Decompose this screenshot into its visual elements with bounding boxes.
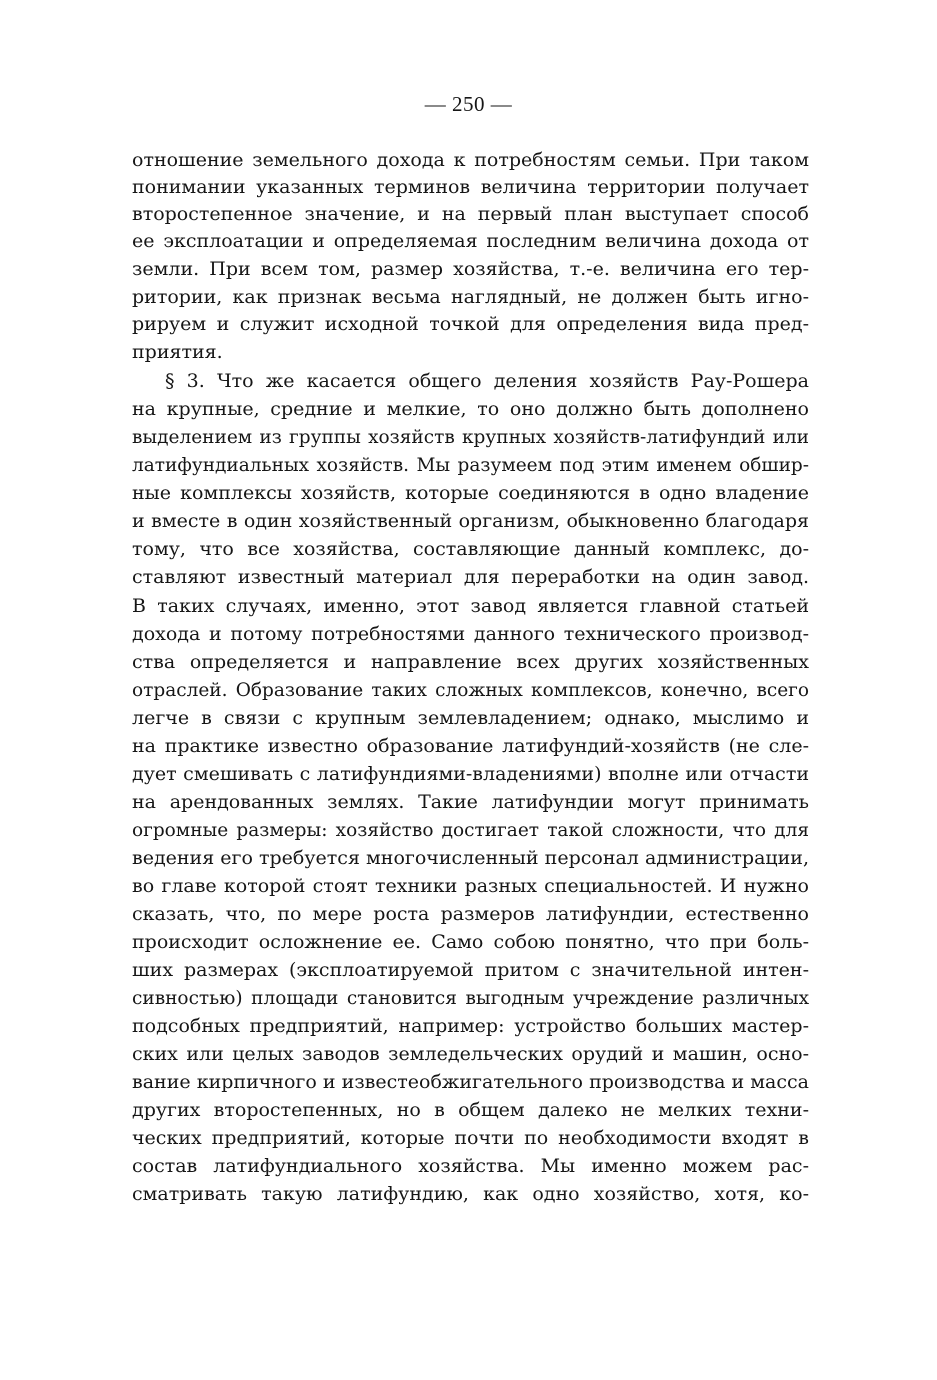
text-line: вание кирпичного и известеобжигательного производства и масса [132,1071,809,1093]
text-line: В таких случаях, именно, этот завод является главной статьей [132,595,809,617]
text-line: ведения его требуется многочисленный персонал администрации, [132,847,809,869]
text-line: во главе которой стоят техники разных специальностей. И нужно [132,875,809,897]
text-line: сматривать такую латифундию, как одно хозяйство, хотя, ко- [132,1183,809,1205]
text-line: сивностью) площади становится выгодным учреждение различных [132,988,809,1009]
text-line: ских или целых заводов земледельческих орудий и машин, осно- [132,1043,809,1065]
page-number: — 250 — [424,92,513,116]
text-line: рируем и служит исходной точкой для определения вида пред- [132,313,809,335]
text-line: выделением из группы хозяйств крупных хозяйств-латифундий или [132,427,809,448]
text-line: отраслей. Образование таких сложных комплексов, конечно, всего [132,680,809,701]
text-line: на крупные, средние и мелкие, то оно должно быть дополнено [132,398,809,420]
text-line: ства определяется и направление всех других хозяйственных [132,651,809,673]
text-line: легче в связи с крупным землевладением; однако, мыслимо и [132,707,809,729]
text-line: на практике известно образование латифундий-хозяйств (не сле- [132,735,809,757]
text-line: и вместе в один хозяйственный организм, обыкновенно благодаря [132,510,809,532]
text-line: § 3. Что же касается общего деления хозяйств Рау-Рошера [165,370,809,392]
text-line: латифундиальных хозяйств. Мы разумеем под этим именем обшир- [132,455,809,476]
text-line: на арендованных землях. Такие латифундии могут принимать [132,791,809,813]
text-line: земли. При всем том, размер хозяйства, т.-е. величина его тер- [132,258,809,280]
text-line: приятия. [132,341,223,363]
text-line: состав латифундиального хозяйства. Мы именно можем рас- [132,1155,809,1177]
text-line: ставляют известный материал для переработки на один завод. [132,566,809,588]
text-line: ритории, как признак весьма наглядный, не должен быть игно- [132,286,809,308]
text-line: отношение земельного дохода к потребностям семьи. При таком [132,149,809,171]
text-line: дует смешивать с латифундиями-владениями) вполне или отчасти [132,763,809,785]
text-line: дохода и потому потребностями данного технического производ- [132,623,809,645]
text-line: происходит осложнение ее. Само собою понятно, что при боль- [132,931,809,953]
text-line: подсобных предприятий, например: устройство больших мастер- [132,1015,809,1037]
text-line: ческих предприятий, которые почти по необходимости входят в [132,1127,809,1149]
text-line: других второстепенных, но в общем далеко не мелких техни- [132,1099,809,1121]
text-line: понимании указанных терминов величина территории получает [132,176,809,198]
text-line: ее эксплоатации и определяемая последним величина дохода от [132,230,809,252]
text-line: второстепенное значение, и на первый план выступает способ [132,203,809,225]
text-line: огромные размеры: хозяйство достигает такой сложности, что для [132,820,809,841]
text-line: сказать, что, по мере роста размеров латифундии, естественно [132,903,809,925]
text-line: тому, что все хозяйства, составляющие данный комплекс, до- [132,538,809,560]
text-line: ные комплексы хозяйств, которые соединяются в одно владение [132,482,809,504]
text-line: ших размерах (эксплоатируемой притом с значительной интен- [132,959,809,981]
